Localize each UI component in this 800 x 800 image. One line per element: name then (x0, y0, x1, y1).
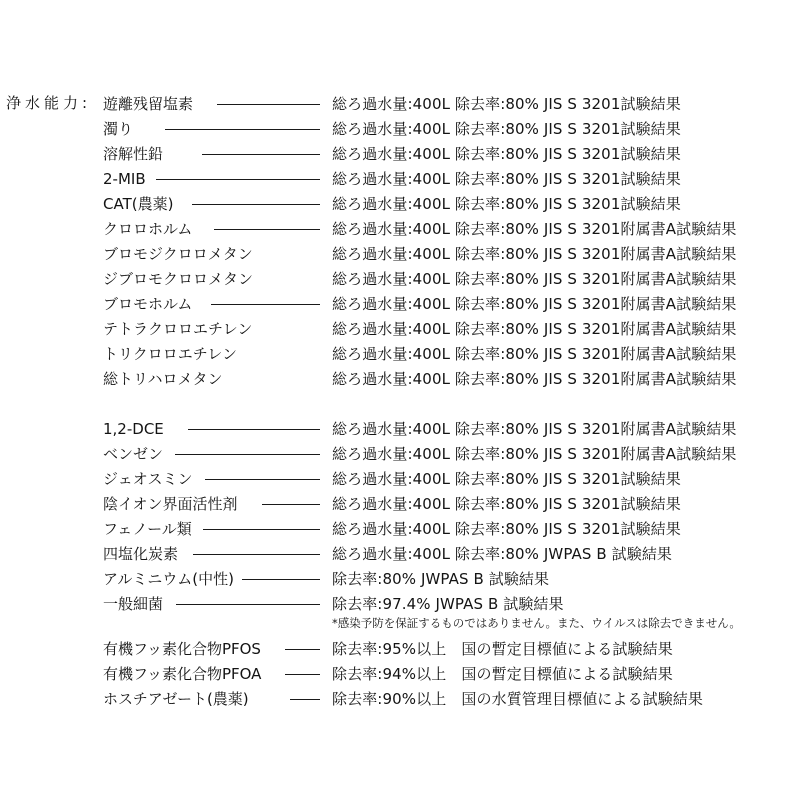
contaminant-row (0, 468, 800, 490)
test-result: 総ろ過水量:400L 除去率:80% JIS S 3201附属書A試験結果 (332, 220, 737, 238)
contaminant-name: フェノール類 (103, 520, 192, 538)
test-result: 総ろ過水量:400L 除去率:80% JIS S 3201附属書A試験結果 (332, 445, 737, 463)
contaminant-name: 1,2-DCE (103, 420, 164, 438)
test-result: 総ろ過水量:400L 除去率:80% JIS S 3201附属書A試験結果 (332, 420, 737, 438)
contaminant-name: 陰イオン界面活性剤 (103, 495, 238, 513)
leader-line (262, 504, 320, 505)
contaminant-name: CAT(農薬) (103, 195, 174, 213)
contaminant-row (0, 318, 800, 340)
contaminant-row (0, 93, 800, 115)
contaminant-row (0, 418, 800, 440)
test-result: 除去率:97.4% JWPAS B 試験結果 (332, 595, 564, 613)
leader-line (203, 529, 320, 530)
test-result: 総ろ過水量:400L 除去率:80% JIS S 3201試験結果 (332, 145, 681, 163)
leader-line (188, 429, 320, 430)
leader-line (202, 154, 320, 155)
test-result: 総ろ過水量:400L 除去率:80% JIS S 3201試験結果 (332, 495, 681, 513)
test-result: 除去率:90%以上 国の水質管理目標値による試験結果 (332, 690, 703, 708)
contaminant-row (0, 543, 800, 565)
leader-line (205, 479, 320, 480)
contaminant-name: ブロモジクロロメタン (103, 245, 253, 263)
heading-label: 浄水能力 (6, 94, 83, 112)
contaminant-row (0, 688, 800, 710)
contaminant-row (0, 343, 800, 365)
contaminant-row (0, 243, 800, 265)
contaminant-row (0, 593, 800, 615)
test-result: 総ろ過水量:400L 除去率:80% JIS S 3201試験結果 (332, 195, 681, 213)
leader-line (193, 554, 320, 555)
contaminant-name: 濁り (103, 120, 134, 138)
leader-line (217, 104, 320, 105)
leader-line (176, 604, 320, 605)
contaminant-row (0, 193, 800, 215)
leader-line (156, 179, 320, 180)
test-result: 総ろ過水量:400L 除去率:80% JIS S 3201附属書A試験結果 (332, 345, 737, 363)
contaminant-name: アルミニウム(中性) (103, 570, 234, 588)
contaminant-name: 有機フッ素化合物PFOA (103, 665, 262, 683)
test-result: 総ろ過水量:400L 除去率:80% JIS S 3201附属書A試験結果 (332, 270, 737, 288)
contaminant-row (0, 663, 800, 685)
test-result: 総ろ過水量:400L 除去率:80% JIS S 3201試験結果 (332, 120, 681, 138)
contaminant-row (0, 118, 800, 140)
leader-line (175, 454, 320, 455)
contaminant-name: ブロモホルム (103, 295, 193, 313)
test-result: 総ろ過水量:400L 除去率:80% JIS S 3201附属書A試験結果 (332, 370, 737, 388)
leader-line (192, 204, 320, 205)
leader-line (242, 579, 320, 580)
contaminant-row (0, 218, 800, 240)
test-result: 除去率:80% JWPAS B 試験結果 (332, 570, 550, 588)
contaminant-row (0, 143, 800, 165)
contaminant-name: クロロホルム (103, 220, 193, 238)
leader-line (211, 304, 320, 305)
test-result: 総ろ過水量:400L 除去率:80% JIS S 3201試験結果 (332, 170, 681, 188)
contaminant-row (0, 568, 800, 590)
test-result: 総ろ過水量:400L 除去率:80% JWPAS B 試験結果 (332, 545, 673, 563)
contaminant-name: 有機フッ素化合物PFOS (103, 640, 261, 658)
test-result: 除去率:95%以上 国の暫定目標値による試験結果 (332, 640, 673, 658)
leader-line (165, 129, 320, 130)
leader-line (285, 674, 320, 675)
contaminant-name: 2-MIB (103, 170, 146, 188)
contaminant-name: ジェオスミン (103, 470, 193, 488)
contaminant-row (0, 493, 800, 515)
contaminant-name: 総トリハロメタン (103, 370, 223, 388)
contaminant-name: テトラクロロエチレン (103, 320, 253, 338)
contaminant-name: ベンゼン (103, 445, 164, 463)
contaminant-name: 遊離残留塩素 (103, 95, 194, 113)
test-result: 除去率:94%以上 国の暫定目標値による試験結果 (332, 665, 673, 683)
contaminant-row (0, 443, 800, 465)
leader-line (214, 229, 320, 230)
leader-line (290, 699, 320, 700)
leader-line (285, 649, 320, 650)
contaminant-name: 一般細菌 (103, 595, 164, 613)
test-result: 総ろ過水量:400L 除去率:80% JIS S 3201附属書A試験結果 (332, 245, 737, 263)
contaminant-row (0, 293, 800, 315)
test-result: 総ろ過水量:400L 除去率:80% JIS S 3201試験結果 (332, 95, 681, 113)
contaminant-name: 溶解性鉛 (103, 145, 164, 163)
contaminant-row (0, 268, 800, 290)
test-result: 総ろ過水量:400L 除去率:80% JIS S 3201附属書A試験結果 (332, 320, 737, 338)
test-result: 総ろ過水量:400L 除去率:80% JIS S 3201試験結果 (332, 470, 681, 488)
test-result: 総ろ過水量:400L 除去率:80% JIS S 3201附属書A試験結果 (332, 295, 737, 313)
contaminant-name: 四塩化炭素 (103, 545, 179, 563)
contaminant-row (0, 368, 800, 390)
heading-colon: : (82, 94, 88, 112)
contaminant-row (0, 638, 800, 660)
disclaimer-note: *感染予防を保証するものではありません。また、ウイルスは除去できません。 (332, 616, 741, 630)
contaminant-name: トリクロロエチレン (103, 345, 238, 363)
test-result: 総ろ過水量:400L 除去率:80% JIS S 3201試験結果 (332, 520, 681, 538)
contaminant-row (0, 168, 800, 190)
contaminant-name: ホスチアゼート(農薬) (103, 690, 249, 708)
contaminant-name: ジブロモクロロメタン (103, 270, 254, 288)
contaminant-row (0, 518, 800, 540)
